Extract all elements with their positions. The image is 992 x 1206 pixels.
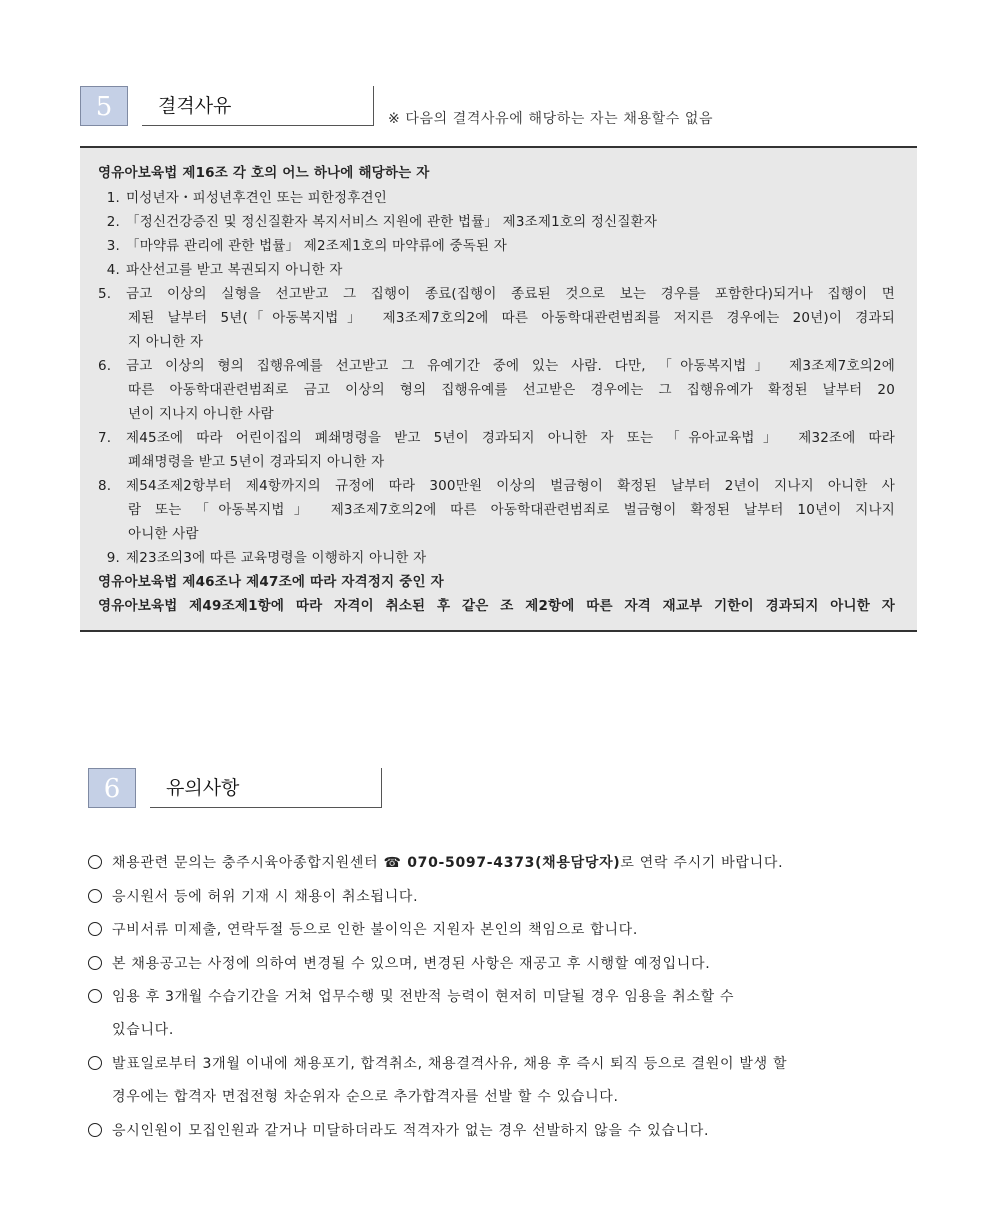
list-item [98,356,895,376]
section-title: 결격사유 [142,86,374,126]
item-number: 4. [106,262,120,278]
item-continuation: 아니한 사람 [128,526,199,542]
note-text: 로 연락 주시기 바랍니다. [620,855,784,871]
list-item [98,284,895,304]
item-number: 6. [98,358,112,374]
item-number: 5. [98,286,112,302]
item-text: 금고 이상의 실형을 선고받고 그 집행이 종료(집행이 종료된 것으로 보는 경우를 포함한다)되거나 집행이 면 [126,286,895,302]
list-item [88,886,908,908]
item-text: 파산선고를 받고 복권되지 아니한 자 [126,262,343,278]
list-item [88,1120,908,1142]
circle-bullet-icon [88,1123,102,1137]
item-continuation: 년이 지나지 아니한 사람 [128,406,274,422]
circle-bullet-icon [88,1056,102,1070]
item-continuation: 따른 아동학대관련범죄로 금고 이상의 형의 집행유예를 선고받은 경우에는 그 집행유예가 확정된 날부터 20 [128,382,895,398]
list-item [98,260,895,280]
list-item [98,212,895,232]
note-text: 발표일로부터 3개월 이내에 채용포기, 합격취소, 채용결격사유, 채용 후 즉시 퇴직 등으로 결원이 발생 할 [112,1056,788,1072]
item-number: 3. [106,238,120,254]
note-continuation: 경우에는 합격자 면접전형 차순위자 순으로 추가합격자를 선발 할 수 있습니다. [112,1089,619,1105]
note-continuation: 있습니다. [112,1022,175,1038]
list-item [98,548,895,568]
section-title: 유의사항 [150,768,382,808]
phone-contact: ☎ 070-5097-4373(채용담당자) [383,855,621,871]
note-text: 본 채용공고는 사정에 의하여 변경될 수 있으며, 변경된 사항은 재공고 후 시행할 예정입니다. [112,956,711,972]
item-text: 제23조의3에 따른 교육명령을 이행하지 아니한 자 [126,550,427,566]
box-heading: 영유아보육법 제16조 각 호의 어느 하나에 해당하는 자 [98,165,430,181]
item-continuation: 람 또는 「아동복지법」 제3조제7호의2에 따른 아동학대관련범죄로 벌금형이 확정된 날부터 10년이 지나지 [128,502,895,518]
list-item [88,953,908,975]
list-item [98,236,895,256]
item-text: 「마약류 관리에 관한 법률」 제2조제1호의 마약류에 중독된 자 [126,238,507,254]
section-number-badge: 6 [88,768,136,808]
section-number-badge: 5 [80,86,128,126]
item-continuation: 폐쇄명령을 받고 5년이 경과되지 아니한 자 [128,454,385,470]
list-item [88,1053,908,1075]
box-footer: 영유아보육법 제49조제1항에 따라 자격이 취소된 후 같은 조 제2항에 따른 자격 재교부 기한이 경과되지 아니한 자 [98,598,895,614]
item-number: 7. [98,430,112,446]
disqualification-box [80,146,917,632]
circle-bullet-icon [88,956,102,970]
box-footer: 영유아보육법 제46조나 제47조에 따라 자격정지 중인 자 [98,574,444,590]
list-item [98,188,895,208]
note-text: 채용관련 문의는 충주시육아종합지원센터 [112,855,384,871]
section-note: ※ 다음의 결격사유에 해당하는 자는 채용할수 없음 [388,111,714,127]
list-item [88,919,908,941]
item-text: 제45조에 따라 어린이집의 폐쇄명령을 받고 5년이 경과되지 아니한 자 또는 「유아교육법」 제32조에 따라 [126,430,895,446]
note-text: 임용 후 3개월 수습기간을 거쳐 업무수행 및 전반적 능력이 현저히 미달될 경우 임용을 취소할 수 [112,989,735,1005]
list-item [88,986,908,1008]
note-text: 구비서류 미제출, 연락두절 등으로 인한 불이익은 지원자 본인의 책임으로 합니다. [112,922,639,938]
item-text: 제54조제2항부터 제4항까지의 규정에 따라 300만원 이상의 벌금형이 확정된 날부터 2년이 지나지 아니한 사 [126,478,895,494]
item-number: 8. [98,478,112,494]
item-number: 2. [106,214,120,230]
note-text: 응시인원이 모집인원과 같거나 미달하더라도 적격자가 없는 경우 선발하지 않을 수 있습니다. [112,1123,710,1139]
circle-bullet-icon [88,855,102,869]
item-number: 9. [106,550,120,566]
circle-bullet-icon [88,889,102,903]
item-text: 금고 이상의 형의 집행유예를 선고받고 그 유예기간 중에 있는 사람. 다만, 「아동복지법」 제3조제7호의2에 [126,358,895,374]
list-item [88,852,908,874]
item-continuation: 지 아니한 자 [128,334,204,350]
circle-bullet-icon [88,922,102,936]
item-continuation: 제된 날부터 5년(「아동복지법」 제3조제7호의2에 따른 아동학대관련범죄를 저지른 경우에는 20년)이 경과되 [128,310,895,326]
list-item [98,476,895,496]
item-text: 미성년자・피성년후견인 또는 피한정후견인 [126,190,388,206]
item-text: 「정신건강증진 및 정신질환자 복지서비스 지원에 관한 법률」 제3조제1호의 정신질환자 [126,214,658,230]
list-item [98,428,895,448]
note-text: 응시원서 등에 허위 기재 시 채용이 취소됩니다. [112,889,419,905]
item-number: 1. [106,190,120,206]
circle-bullet-icon [88,989,102,1003]
